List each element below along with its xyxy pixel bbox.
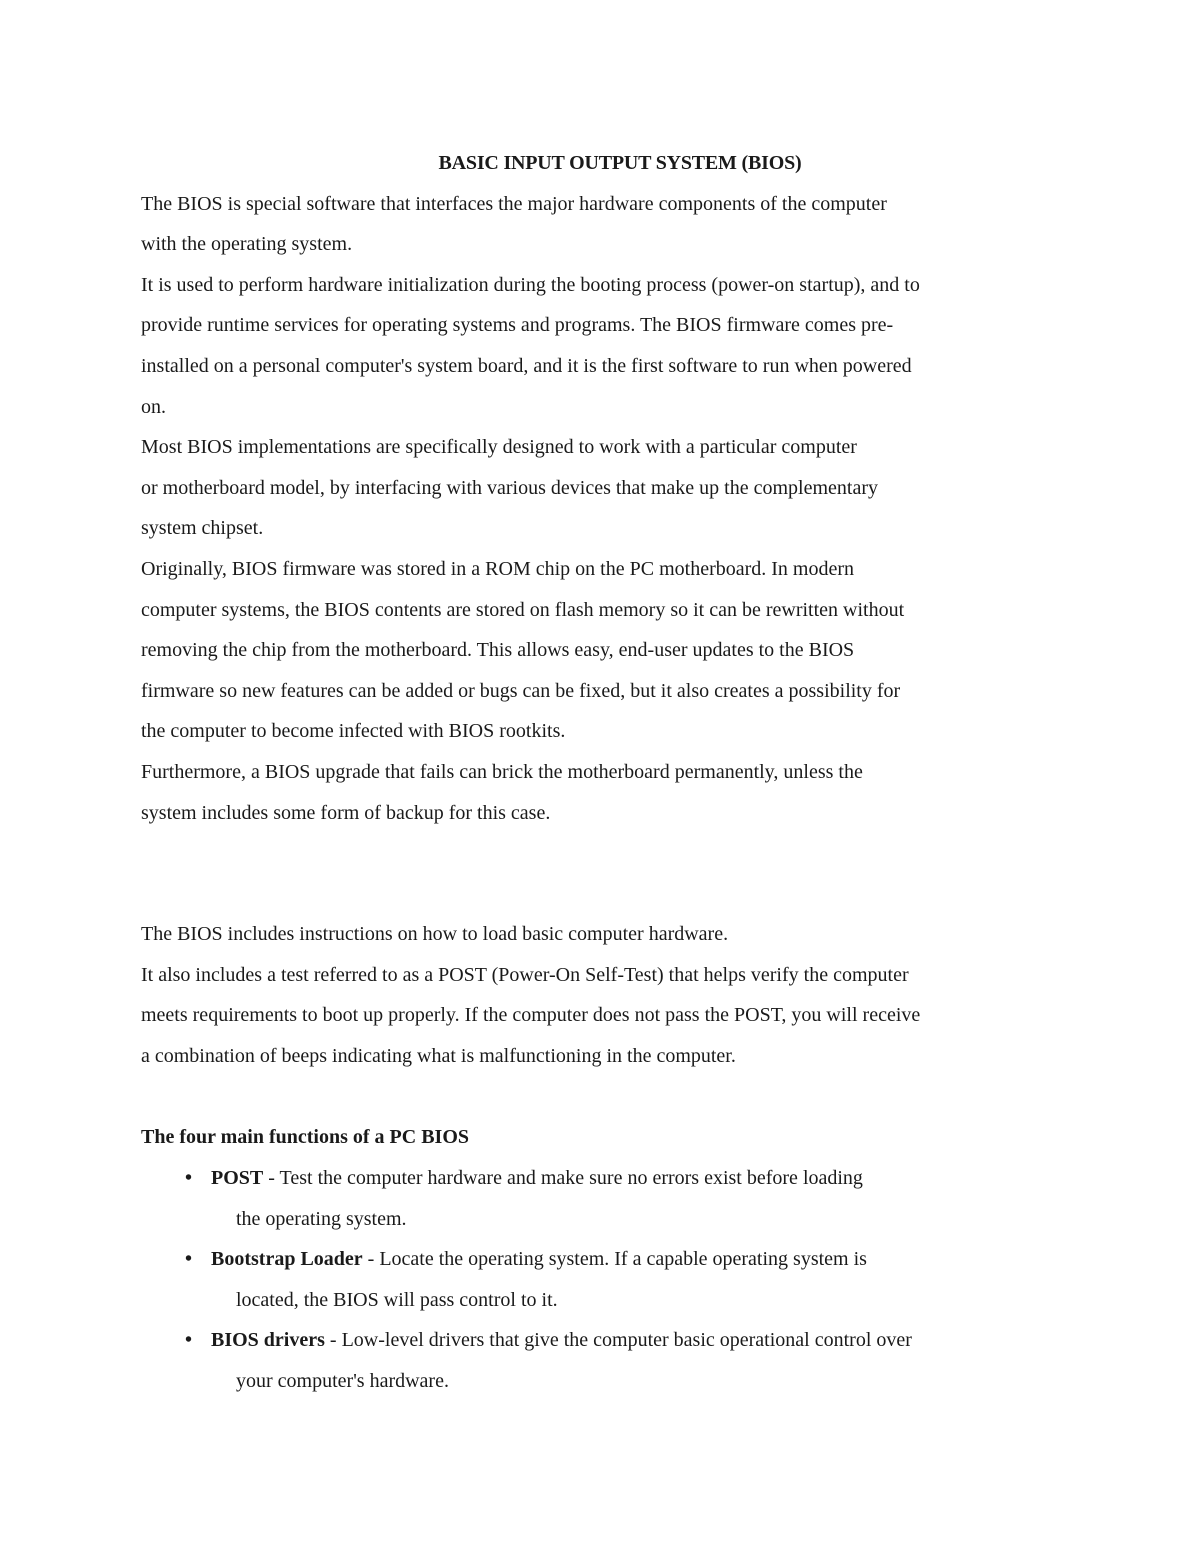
bullet-icon: • xyxy=(185,1167,193,1190)
bullet-icon: • xyxy=(185,1329,193,1352)
text-line: It is used to perform hardware initialization during the booting process (power-on startup), and to xyxy=(141,273,920,296)
text-line: installed on a personal computer's system board, and it is the first software to run when powered xyxy=(141,354,912,377)
text-line: The BIOS is special software that interfaces the major hardware components of the computer xyxy=(141,192,887,215)
text-line: meets requirements to boot up properly. If the computer does not pass the POST, you will receive xyxy=(141,1004,921,1027)
text-line: firmware so new features can be added or bugs can be fixed, but it also creates a possibility for xyxy=(141,679,901,702)
text-line: system includes some form of backup for this case. xyxy=(141,801,551,824)
intro-section xyxy=(141,184,1071,834)
text-line: The BIOS includes instructions on how to load basic computer hardware. xyxy=(141,923,729,946)
function-term: Bootstrap Loader xyxy=(211,1248,363,1271)
blank-space xyxy=(141,833,1071,914)
blank-space xyxy=(141,1076,1071,1117)
post-section xyxy=(141,914,1071,1076)
text-line: or motherboard model, by interfacing with various devices that make up the complementary xyxy=(141,476,878,499)
text-line: Furthermore, a BIOS upgrade that fails can brick the motherboard permanently, unless the xyxy=(141,760,863,783)
list-item xyxy=(185,1320,1071,1401)
functions-heading: The four main functions of a PC BIOS xyxy=(141,1126,470,1149)
function-description-continued: located, the BIOS will pass control to it. xyxy=(236,1288,558,1311)
function-description-continued: your computer's hardware. xyxy=(236,1370,449,1393)
document-title: BASIC INPUT OUTPUT SYSTEM (BIOS) xyxy=(438,152,802,174)
function-description-continued: the operating system. xyxy=(236,1207,407,1230)
text-line: computer systems, the BIOS contents are stored on flash memory so it can be rewritten without xyxy=(141,598,905,621)
text-line: system chipset. xyxy=(141,517,264,540)
bullet-icon: • xyxy=(185,1248,193,1271)
function-description: - Locate the operating system. If a capable operating system is xyxy=(362,1248,867,1271)
text-line: removing the chip from the motherboard. This allows easy, end-user updates to the BIOS xyxy=(141,639,855,662)
function-term: BIOS drivers xyxy=(211,1329,325,1352)
functions-list xyxy=(141,1158,1071,1402)
text-line: with the operating system. xyxy=(141,233,353,256)
function-description: - Low-level drivers that give the computer basic operational control over xyxy=(324,1329,912,1352)
text-line: provide runtime services for operating systems and programs. The BIOS firmware comes pre- xyxy=(141,314,894,337)
list-item xyxy=(185,1239,1071,1320)
list-item xyxy=(185,1158,1071,1239)
text-line: Originally, BIOS firmware was stored in a ROM chip on the PC motherboard. In modern xyxy=(141,557,855,580)
text-line: It also includes a test referred to as a POST (Power-On Self-Test) that helps verify the computer xyxy=(141,963,909,986)
text-line: a combination of beeps indicating what is malfunctioning in the computer. xyxy=(141,1044,736,1067)
function-description: - Test the computer hardware and make sure no errors exist before loading xyxy=(263,1167,863,1190)
text-line: Most BIOS implementations are specifically designed to work with a particular computer xyxy=(141,436,857,459)
function-term: POST xyxy=(211,1167,264,1190)
text-line: on. xyxy=(141,395,166,418)
text-line: the computer to become infected with BIOS rootkits. xyxy=(141,720,566,743)
document-body xyxy=(141,143,1071,1402)
